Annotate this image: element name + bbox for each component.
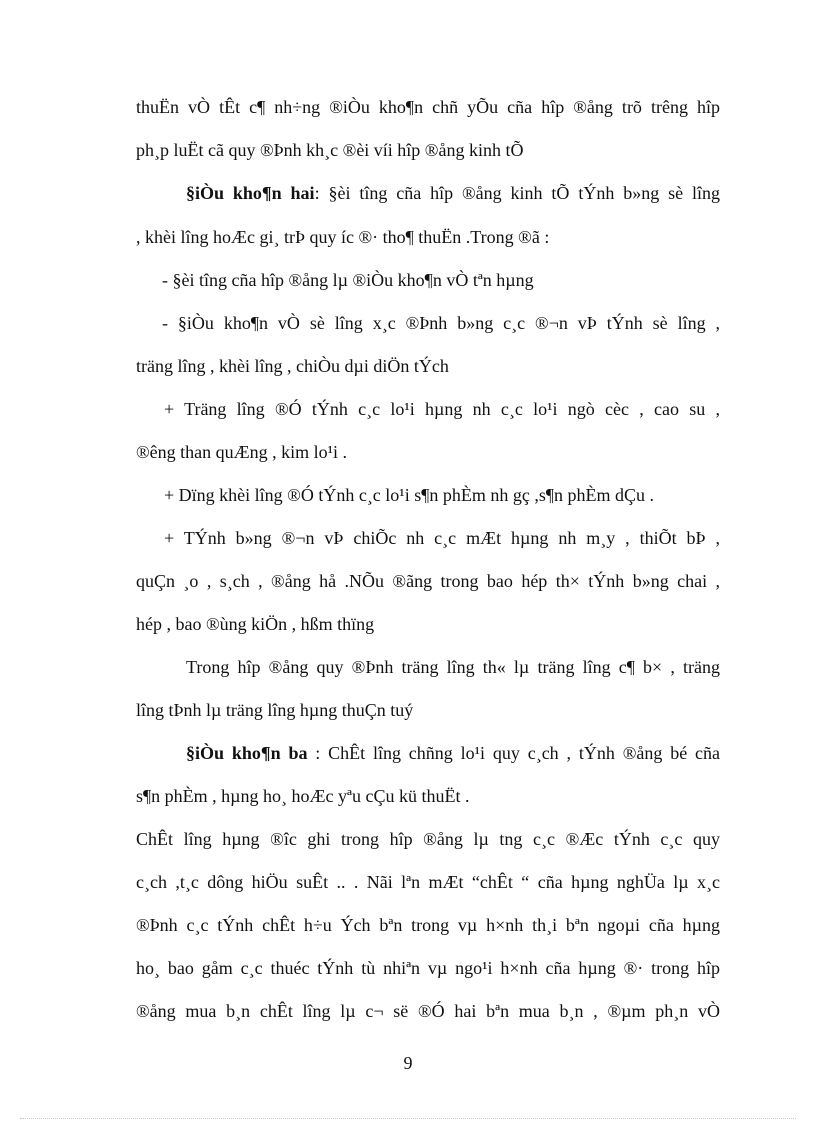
clause-heading: §iÒu kho¶n ba — [186, 743, 308, 763]
text-line: + Dïng khèi lîng ®Ó tÝnh c¸c lo¹i s¶n phÈm nh gç ,s¶n phÈm dÇu . — [164, 485, 654, 505]
text-line — [186, 742, 720, 764]
text-line: s¶n phÈm , hµng ho¸ hoÆc yªu cÇu kü thuËt . — [136, 786, 470, 806]
text-line: + TÝnh b»ng ®¬n vÞ chiÕc nh c¸c mÆt hµng nh m¸y , thiÕt bÞ , — [164, 528, 720, 548]
text-line: lîng tÞnh lµ träng lîng hµng thuÇn tuý — [136, 700, 414, 720]
text-line: - §iÒu kho¶n vÒ sè lîng x¸c ®Þnh b»ng c¸c ®¬n vÞ tÝnh sè lîng , — [162, 313, 720, 333]
clause-heading: §iÒu kho¶n hai — [186, 183, 315, 203]
text-line: ho¸ bao gåm c¸c thuéc tÝnh tù nhiªn vµ ngo¹i h×nh cña hµng ®· trong hîp — [136, 958, 720, 978]
text-span: : §èi tîng cña hîp ®ång kinh tÕ tÝnh b»ng sè lîng — [314, 183, 720, 203]
text-line: ChÊt lîng hµng ®îc ghi trong hîp ®ång lµ tng c¸c ®Æc tÝnh c¸c quy — [136, 829, 720, 849]
text-line: träng lîng , khèi lîng , chiÒu dµi diÖn tÝch — [136, 356, 449, 376]
text-line: ®ång mua b¸n chÊt lîng lµ c¬ së ®Ó hai bªn mua b¸n , ®µm ph¸n vÒ — [136, 1001, 720, 1021]
text-line: ph¸p luËt cã quy ®Þnh kh¸c ®èi víi hîp ®ång kinh tÕ — [136, 140, 524, 160]
text-line: + Träng lîng ®Ó tÝnh c¸c lo¹i hµng nh c¸c lo¹i ngò cèc , cao su , — [164, 399, 720, 419]
text-line: hép , bao ®ùng kiÖn , hßm thïng — [136, 614, 375, 634]
text-line: , khèi lîng hoÆc gi¸ trÞ quy íc ®· tho¶ thuËn .Trong ®ã : — [136, 227, 550, 247]
text-line: - §èi tîng cña hîp ®ång lµ ®iÒu kho¶n vÒ tªn hµng — [162, 270, 534, 290]
text-line: quÇn ¸o , s¸ch , ®ång hå .NÕu ®ãng trong bao hép th× tÝnh b»ng chai , — [136, 571, 720, 591]
footer-divider — [20, 1118, 796, 1119]
page-number: 9 — [403, 1053, 413, 1073]
text-line: ®êng than quÆng , kim lo¹i . — [136, 442, 348, 462]
text-line: ®Þnh c¸c tÝnh chÊt h÷u Ých bªn trong vµ h×nh th¸i bªn ngoµi cña hµng — [136, 915, 720, 935]
text-line — [186, 182, 720, 204]
text-line: Trong hîp ®ång quy ®Þnh träng lîng th« lµ träng lîng c¶ b× , träng — [186, 657, 720, 677]
text-span: : ChÊt lîng chñng lo¹i quy c¸ch , tÝnh ®ång bé cña — [307, 743, 720, 763]
text-line: c¸ch ,t¸c dông hiÖu suÊt .. . Nãi lªn mÆt “chÊt “ cña hµng nghÜa lµ x¸c — [136, 872, 720, 892]
text-line: thuËn vÒ tÊt c¶ nh÷ng ®iÒu kho¶n chñ yÕu cña hîp ®ång trõ trêng hîp — [136, 97, 720, 117]
